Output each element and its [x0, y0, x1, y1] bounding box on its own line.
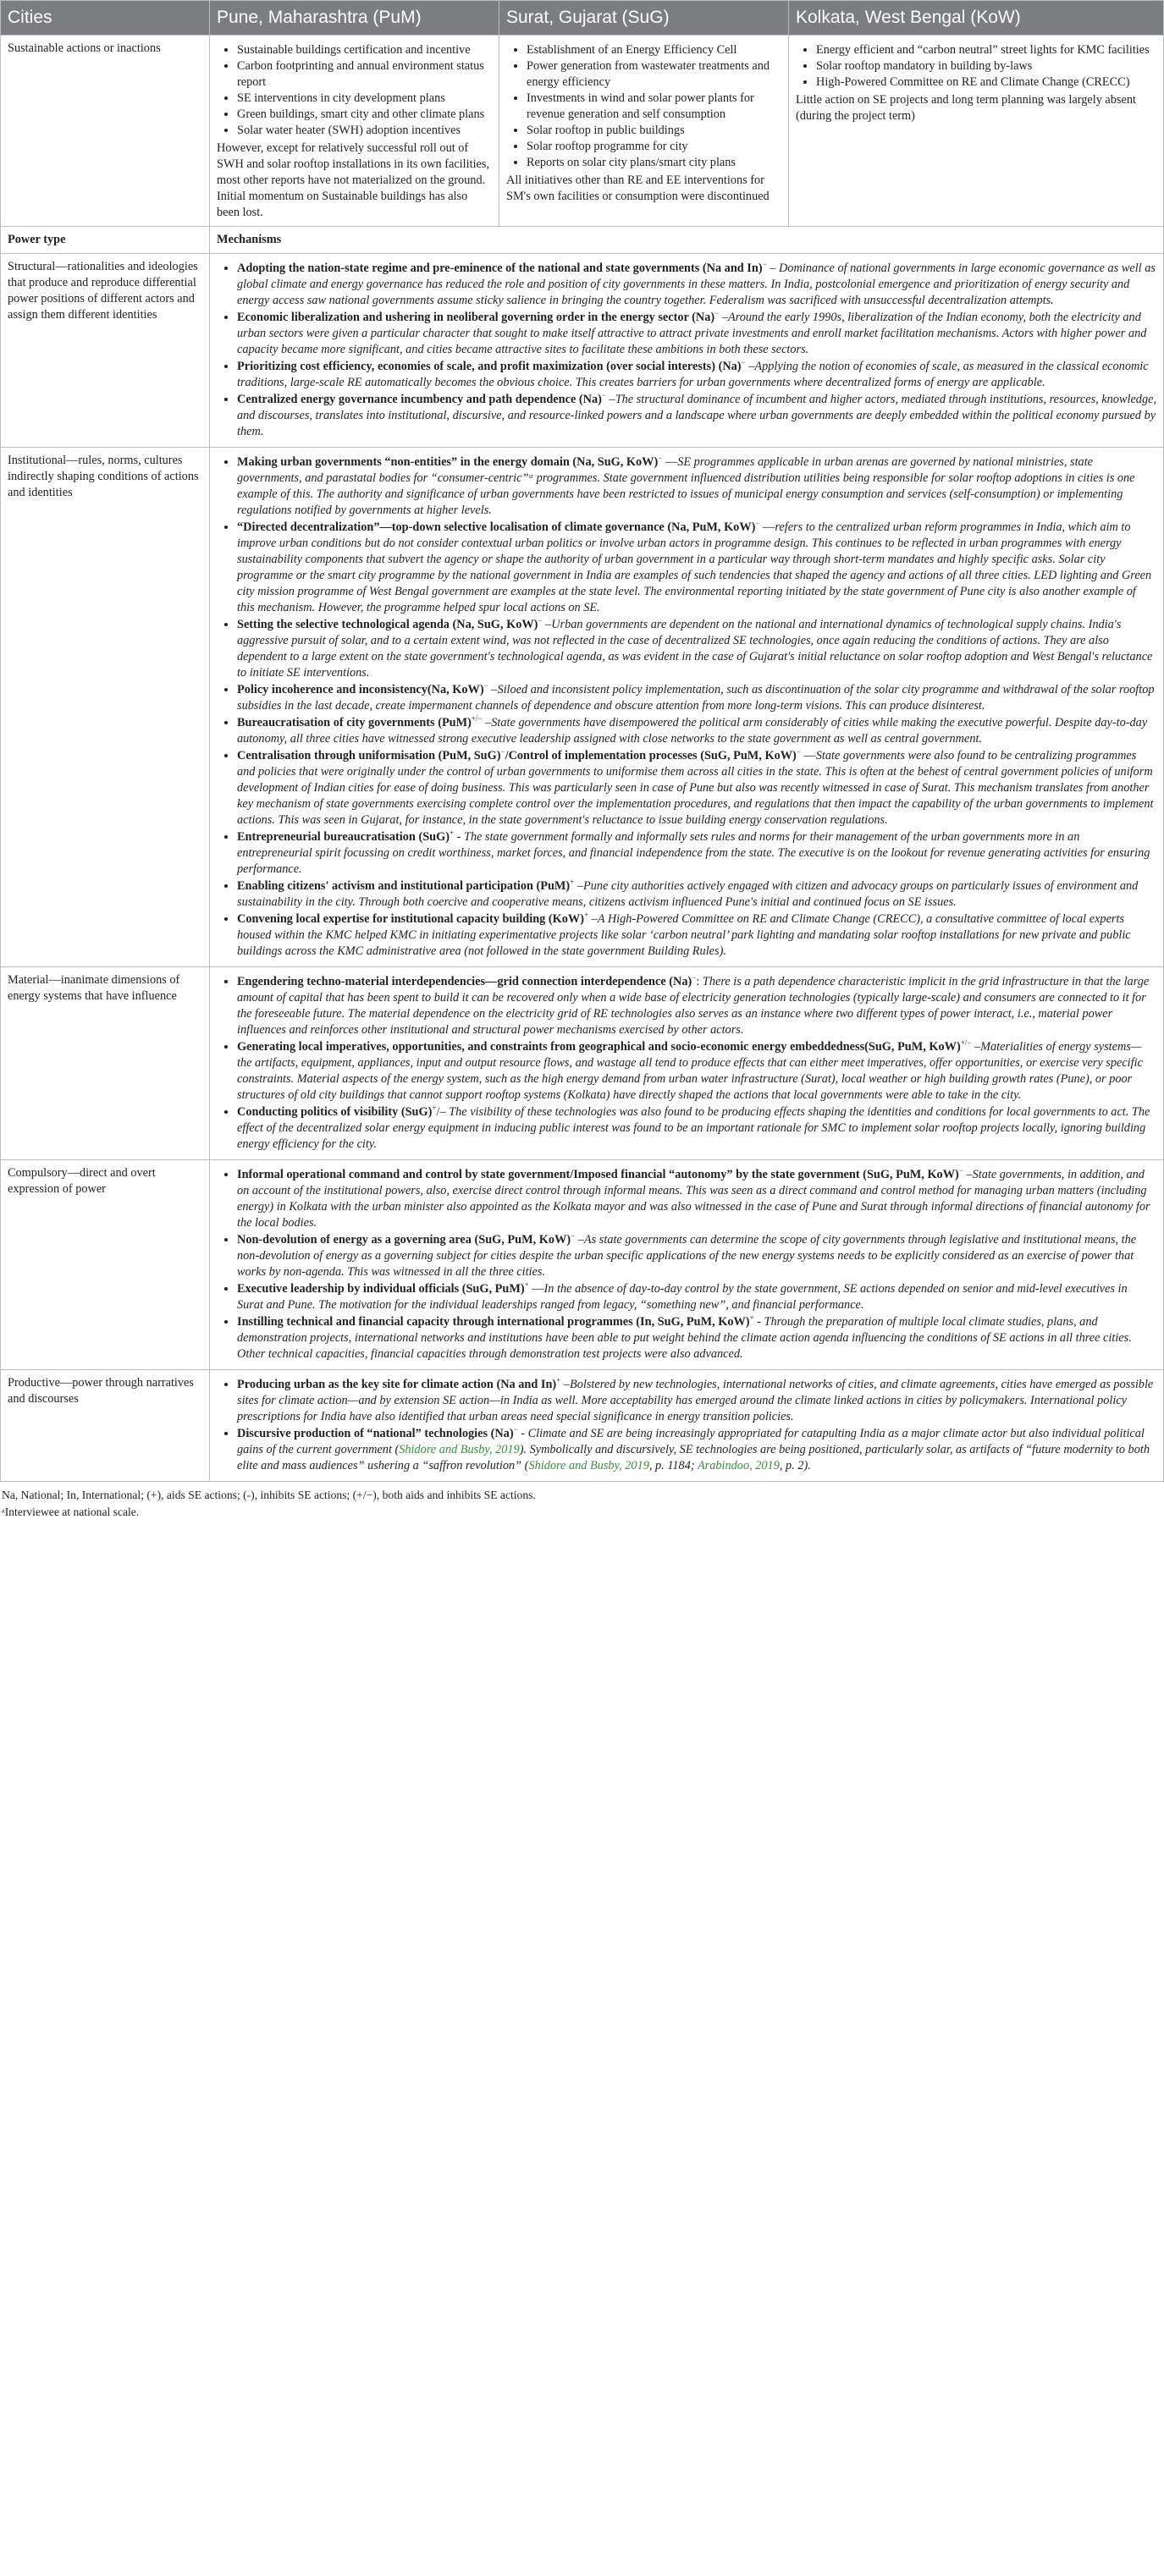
- header-pune: Pune, Maharashtra (PuM): [210, 1, 499, 36]
- abbreviation-note: Na, National; In, International; (+), aids SE actions; (-), inhibits SE actions; (+/−), both aids and inhibits SE actions.: [2, 1488, 536, 1501]
- list-item: • Establishment of an Energy Efficiency Cell: [527, 42, 781, 58]
- effect-sign: −: [513, 1425, 518, 1434]
- kolkata-note: Little action on SE projects and long term planning was largely absent (during the project term): [796, 92, 1136, 123]
- effect-sign: −: [755, 519, 760, 528]
- mechanism-item: [237, 310, 1156, 358]
- power-type-label: Power type: [1, 226, 210, 253]
- mechanism-item: [237, 359, 1156, 391]
- effect-sign: −: [483, 681, 488, 691]
- mechanism-description: Applying the notion of economies of scale, as measured in the classical economic traditions, large-scale RE automatically becomes the obvious choice. This creates barriers for urban governments where decentralized forms of energy are applicable.: [237, 359, 1149, 389]
- mechanism-description: Dominance of national governments in large economic governance as well as global climate and energy governance has reduced the role and position of city governments in these matters. In India, postcolonial emergence and prioritization of energy security and energy access saw national governments assume sticky salience in bringing the country together. Federalism was sacrificed with unsuccessful decentralization attempts.: [237, 261, 1156, 307]
- separator: –: [482, 715, 492, 729]
- mechanism-title: Producing urban as the key site for climate action (Na and In): [237, 1377, 557, 1391]
- mechanism-item: [237, 1426, 1156, 1474]
- mechanism-title: Executive leadership by individual officials (SuG, PuM): [237, 1281, 525, 1296]
- effect-sign: +/−: [471, 714, 483, 724]
- power-type-name: Productive—power through narratives and discourses: [1, 1369, 210, 1481]
- power-type-row: [1, 1369, 1164, 1481]
- separator: –: [575, 1232, 584, 1247]
- mechanism-description: There is a path dependence characteristic implicit in the grid infrastructure in that the large amount of capital that has been spent to build it can be recovered only when a wide base of electricity generation technologies (typically large-scale) and consumers are connected to it for the foreseeable future. The material dependence on the electricity grid of RE technologies also serves as an instance where two different types of power interact, i.e., material power influences and reinforces other institutional and structural power mechanisms exercised by other actors.: [237, 974, 1150, 1037]
- list-item: • High-Powered Committee on RE and Climate Change (CRECC): [816, 74, 1156, 91]
- list-item: • Power generation from wastewater treatments and energy efficiency: [527, 58, 781, 91]
- effect-sign: −: [714, 309, 720, 318]
- mechanisms-label: Mechanisms: [210, 226, 1164, 253]
- separator: –: [560, 1377, 570, 1391]
- mechanism-description: Bolstered by new technologies, international networks of cities, and climate agreements, cities have emerged as possible sites for climate action—and by extension SE action—in India as well. More acceptability has emerged around the climate linked actions in cities by policymakers. International policy prescriptions for India have also identified that urban areas need special significance in energy transition policies.: [237, 1377, 1154, 1423]
- citation-link: Arabindoo, 2019: [697, 1458, 780, 1472]
- effect-sign: −: [538, 616, 543, 625]
- mechanism-title: Informal operational command and control by state government/Imposed financial “autonomy” by the state government (SuG, PuM, KoW): [237, 1167, 959, 1181]
- mechanism-title: Prioritizing cost efficiency, economies of scale, and profit maximization (over social interests) (Na): [237, 359, 742, 373]
- mechanism-list: [217, 454, 1156, 960]
- mechanisms-cell: [210, 1159, 1164, 1369]
- effect-sign: −: [601, 391, 606, 400]
- mechanism-title: Bureaucratisation of city governments (PuM): [237, 715, 472, 729]
- mechanism-title: Non-devolution of energy as a governing area (SuG, PuM, KoW): [237, 1232, 571, 1247]
- mechanism-title: Economic liberalization and ushering in neoliberal governing order in the energy sector (Na): [237, 310, 715, 324]
- separator: –: [963, 1167, 973, 1181]
- mechanism-description: As state governments can determine the scope of city governments through legislative and institutional means, the non-devolution of energy as a governing subject for cities despite the urban specific applications of the new energy systems needs to be explicitly considered as an exercise of power that works by non-agenda. This was witnessed in all the three cities.: [237, 1232, 1137, 1279]
- separator: /–: [436, 1104, 450, 1119]
- mechanisms-cell: [210, 447, 1164, 966]
- mechanism-description: ). Symbolically and discursively, SE technologies are being positioned, particularly solar, as artifacts of “future modernity to both elite and mass audiences” ushering a “saffron revolution” (: [237, 1442, 1150, 1472]
- mechanism-list: [217, 1377, 1156, 1474]
- mechanism-list: [217, 1167, 1156, 1362]
- citation-link: Shidore and Busby, 2019: [528, 1458, 649, 1472]
- interviewee-note: ᵃInterviewee at national scale.: [2, 1505, 140, 1518]
- header-cities: Cities: [1, 1, 210, 36]
- mechanism-list: [217, 261, 1156, 440]
- mechanism-title: Engendering techno-material interdependencies—grid connection interdependence (Na): [237, 974, 692, 988]
- mechanism-description: State governments have disempowered the political arm considerably of cities while making the executive powerful. Despite day-to-day autonomy, all three cities have witnessed strong executive leadership assigned with close networks to the state government as well as central government.: [237, 715, 1148, 746]
- surat-action-list: [506, 42, 781, 171]
- separator: —: [662, 454, 678, 469]
- mechanism-item: [237, 1232, 1156, 1280]
- mechanism-description: Through the preparation of multiple local climate studies, plans, and demonstration projects, international networks and institutions have been able to put weight behind the climate action agenda influencing the conditions of SE actions in all three cities. Other technical capacities, financial capacities through demonstration test projects were also advanced.: [237, 1314, 1132, 1361]
- mechanism-item: [237, 974, 1156, 1038]
- power-type-row: [1, 253, 1164, 447]
- mechanism-item: [237, 1104, 1156, 1153]
- mechanisms-cell: [210, 966, 1164, 1159]
- separator: –: [488, 682, 498, 696]
- table-header-row: [1, 1, 1164, 36]
- mechanism-title: “Directed decentralization”—top-down selective localisation of climate governance (Na, PuM, KoW): [237, 520, 756, 534]
- mechanism-title: Instilling technical and financial capacity through international programmes (In, SuG, PuM, KoW): [237, 1314, 750, 1329]
- mechanism-item: [237, 617, 1156, 681]
- power-type-header-row: [1, 226, 1164, 253]
- header-surat: Surat, Gujarat (SuG): [499, 1, 789, 36]
- power-type-name: Structural—rationalities and ideologies that produce and reproduce differential power positions of different actors and assign them different identities: [1, 253, 210, 447]
- effect-sign: −: [658, 454, 663, 463]
- power-rows: [1, 253, 1164, 1481]
- separator: –: [588, 911, 598, 926]
- separator: –: [542, 617, 552, 631]
- list-item: • Investments in wind and solar power plants for revenue generation and self consumption: [527, 91, 781, 123]
- mechanism-description: The visibility of these technologies was also found to be producing effects shaping the identities and conditions for local governments to act. The effect of the decentralized solar energy equipment in inducing public interest was found to be an important rationale for SMC to implement solar rooftop projects locally, ignoring building energy efficiency for the city.: [237, 1104, 1150, 1151]
- separator: —: [528, 1281, 544, 1296]
- mechanism-description: refers to the centralized urban reform programmes in India, which aim to improve urban conditions but do not consider contextual urban politics or involve urban actors in programme design. This continues to be reflected in urban programmes with energy sustainability components that subvert the agency or shape the authority of urban government in a particular way through short-term mandates and highly specific asks. Solar city programme or the smart city programme by the national government in India are examples of such tendencies that shaped the agency and actions of all three cities. LED lighting and Green city mission programme of West Bengal government are examples at the state level. The environmental reporting initiated by the state government of Pune city is also another example of this mechanism. However, the programme helped spur local actions on SE.: [237, 520, 1152, 614]
- effect-sign: −: [692, 973, 697, 983]
- effect-sign: +: [450, 828, 455, 838]
- separator: –: [971, 1039, 981, 1054]
- surat-cell: [499, 35, 789, 226]
- mechanism-item: [237, 520, 1156, 616]
- separator: –: [605, 392, 615, 406]
- mechanism-item: [237, 1167, 1156, 1231]
- list-item: • Carbon footprinting and annual environment status report: [237, 58, 492, 91]
- mechanism-title: Enabling citizens' activism and institutional participation (PuM): [237, 878, 571, 893]
- effect-sign: +: [524, 1280, 529, 1290]
- mechanism-item: [237, 1039, 1156, 1104]
- mechanism-description: SE programmes applicable in urban arenas are governed by national ministries, state governments, and parastatal bodies for “consumer-centric”ᵃ programmes. State government influenced distribution utilities being responsible for solar rooftop adoptions in cities is one example of this. The authority and significance of urban governments have been restricted to issues of municipal energy consumption and services (self-consumption) or implementing regulations notified by governments at higher levels.: [237, 454, 1135, 517]
- list-item: • Reports on solar city plans/smart city plans: [527, 155, 781, 171]
- mechanism-description: Urban governments are dependent on the national and international dynamics of technological supply chains. India's aggressive pursuit of solar, and to a certain extent wind, was not reflected in the case of decentralized SE technologies, once again reducing the conditions of actions. They are also dependent to a large extent on the state government's technological agenda, as was evident in the case of Gujarat's initial reluctance on solar rooftop adoption and West Bengal's reluctance to initiate SE interventions.: [237, 617, 1153, 680]
- effect-sign: −: [958, 1166, 963, 1175]
- list-item: • Solar rooftop in public buildings: [527, 123, 781, 139]
- mechanism-description: Siloed and inconsistent policy implementation, such as discontinuation of the solar city programme and withdrawal of the solar rooftop subsidies in the last decade, create impermanent channels of dependence and obscure attention from more long-term visions. This can produce disinterest.: [237, 682, 1155, 713]
- power-type-name: Institutional—rules, norms, cultures indirectly shaping conditions of actions and identities: [1, 447, 210, 966]
- mechanism-title: Centralized energy governance incumbency and path dependence (Na): [237, 392, 602, 406]
- list-item: • Green buildings, smart city and other climate plans: [237, 107, 492, 123]
- list-item: • Sustainable buildings certification and incentive: [237, 42, 492, 58]
- list-item: • Solar rooftop mandatory in building by-laws: [816, 58, 1156, 74]
- mechanism-item: [237, 1314, 1156, 1362]
- effect-sign: +: [432, 1104, 437, 1113]
- power-type-row: [1, 1159, 1164, 1369]
- mechanism-title: Discursive production of “national” technologies (Na): [237, 1426, 514, 1440]
- mechanism-description: State governments were also found to be centralizing programmes and policies that were originally under the control of urban governments to uniformise them across all cities in the state. This is often at the behest of central government policies of uniform development of Indian cities for ease of doing business. This was particularly seen in case of Pune but also was recently witnessed in case of Surat. This mechanism translates from another key mechanism of state governments exercising complete control over the implementation procedures, and regulations that then impact the capability of the urban governments to implement actions. This was seen in Gujarat, for instance, in the state government's reluctance to issue building energy conservation regulations.: [237, 748, 1154, 827]
- mechanism-description: The state government formally and informally sets rules and norms for their management of the urban governments more in an entrepreneurial spirit focussing on credit worthiness, market forces, and financial independence from the state. The executive is on the lookout for revenue generating activities for ensuring performance.: [237, 829, 1150, 876]
- table-footnotes: [0, 1482, 1164, 1520]
- mechanism-title: Policy incoherence and inconsistency(Na, KoW): [237, 682, 484, 696]
- list-item: • Energy efficient and “carbon neutral” street lights for KMC facilities: [816, 42, 1156, 58]
- mechanism-item: [237, 878, 1156, 911]
- mechanism-description: The structural dominance of incumbent and higher actors, mediated through institutions, resources, knowledge, and discourses, translates into institutional, discursive, and resource-linked powers and a landscape where urban governments are deeply embedded within the political economy pursued by them.: [237, 392, 1157, 438]
- effect-sign: −: [500, 747, 505, 757]
- mechanism-item: [237, 748, 1156, 828]
- mechanism-description: State governments, in addition, and on account of the institutional powers, also, exercise direct control through informal means. This was seen as a direct command and control method for managing urban matters (including energy) in Kolkata with the urban minister also appointed as the Kolkata mayor and was also witnessed in the case of Pune and Surat through informal directions of financial autonomy for the local bodies.: [237, 1167, 1150, 1230]
- separator: —: [759, 520, 775, 534]
- separator: —: [800, 748, 816, 762]
- mechanism-title: Adopting the nation-state regime and pre-eminence of the national and state governments (Na and In): [237, 261, 763, 275]
- separator: -: [517, 1426, 528, 1440]
- list-item: • SE interventions in city development plans: [237, 91, 492, 107]
- kolkata-action-list: [796, 42, 1156, 91]
- list-item: • Solar rooftop programme for city: [527, 139, 781, 155]
- separator: –: [574, 878, 584, 893]
- mechanism-item: [237, 392, 1156, 440]
- power-type-row: [1, 447, 1164, 966]
- effect-sign: +: [556, 1376, 561, 1385]
- mechanism-item: [237, 829, 1156, 878]
- mechanism-description: In the absence of day-to-day control by the state government, SE actions depended on senior and mid-level executives in Surat and Pune. The motivation for the individual leaderships ranged from legacy, “something new”, and financial performance.: [237, 1281, 1128, 1312]
- mechanism-title: /Control of implementation processes (SuG, PuM, KoW): [505, 748, 797, 762]
- row-label: Sustainable actions or inactions: [1, 35, 210, 226]
- mechanism-item: [237, 261, 1156, 309]
- mechanism-list: [217, 974, 1156, 1153]
- mechanism-description: Materialities of energy systems—the artifacts, equipment, appliances, input and output resource flows, and wastage all tend to produce effects that can either meet imperatives, offer opportunities, or exercise very specific constraints. Material aspects of the energy system, such as the high energy demand from urban water infrastructure (Surat), local weather or high building growth rates (Pune), or poor structures of old city buildings that cannot support rooftop systems (Kolkata) have directly shaped the actions that local governments were able to take in the city.: [237, 1039, 1143, 1102]
- mechanism-item: [237, 682, 1156, 714]
- mechanism-title: Setting the selective technological agenda (Na, SuG, KoW): [237, 617, 538, 631]
- effect-sign: −: [762, 260, 767, 269]
- mechanism-title: Convening local expertise for institutional capacity building (KoW): [237, 911, 584, 926]
- mechanism-description: Around the early 1990s, liberalization of the Indian economy, both the electricity and urban sectors were given a particular character that sought to make itself attractive to attract private investments and enroll market facilitation mechanisms. Actors with higher power and capacity became more significant, and cities became attractive sites to facilitate these ambitions in both these sectors.: [237, 310, 1147, 356]
- mechanism-title: Generating local imperatives, opportunities, and constraints from geographical and socio-economic energy embeddedness(SuG, PuM, KoW): [237, 1039, 961, 1054]
- effect-sign: −: [741, 358, 746, 367]
- power-type-name: Material—inanimate dimensions of energy systems that have influence: [1, 966, 210, 1159]
- kolkata-cell: [789, 35, 1164, 226]
- list-item: • Solar water heater (SWH) adoption incentives: [237, 123, 492, 139]
- mechanism-title: Conducting politics of visibility (SuG): [237, 1104, 433, 1119]
- mechanism-item: [237, 1281, 1156, 1313]
- mechanism-item: [237, 911, 1156, 960]
- citation-link: Shidore and Busby, 2019: [399, 1442, 520, 1456]
- mechanism-item: [237, 1377, 1156, 1425]
- mechanism-title: Making urban governments “non-entities” in the energy domain (Na, SuG, KoW): [237, 454, 659, 469]
- mechanism-description: , p. 2).: [779, 1458, 811, 1472]
- mechanisms-cell: [210, 253, 1164, 447]
- mechanism-description: A High-Powered Committee on RE and Climate Change (CRECC), a consultative committee of local experts housed within the KMC helped KMC in initiating experimentative projects like solar ‘carbon neutral’ park lighting and mandating solar rooftop installations for new private and public buildings across the KMC administrative area (not followed in the state government Building Rules).: [237, 911, 1131, 958]
- mechanisms-cell: [210, 1369, 1164, 1481]
- effect-sign: −: [571, 1231, 576, 1241]
- power-type-row: [1, 966, 1164, 1159]
- effect-sign: +: [749, 1313, 754, 1323]
- mechanism-item: [237, 454, 1156, 519]
- header-kolkata: Kolkata, West Bengal (KoW): [789, 1, 1164, 36]
- separator: –: [745, 359, 755, 373]
- sustainable-actions-row: [1, 35, 1164, 226]
- separator: –: [719, 310, 728, 324]
- mechanism-title: Entrepreneurial bureaucratisation (SuG): [237, 829, 450, 844]
- pune-note: However, except for relatively successful roll out of SWH and solar rooftop installations in its own facilities, most other reports have not materialized on the ground. Initial momentum on Sustainable buildings has also been lost.: [217, 140, 490, 219]
- pune-action-list: [217, 42, 492, 139]
- separator: -: [454, 829, 464, 844]
- power-type-name: Compulsory—direct and overt expression of power: [1, 1159, 210, 1369]
- surat-note: All initiatives other than RE and EE interventions for SM's own facilities or consumption were discontinued: [506, 173, 770, 203]
- effect-sign: +: [570, 878, 575, 887]
- effect-sign: +/−: [960, 1038, 972, 1048]
- effect-sign: −: [796, 747, 801, 757]
- pune-cell: [210, 35, 499, 226]
- mechanism-description: , p. 1184;: [648, 1458, 698, 1472]
- separator: –: [766, 261, 779, 275]
- separator: :: [696, 974, 703, 988]
- mechanism-item: [237, 715, 1156, 747]
- mechanism-description: Climate and SE are being increasingly appropriated for catapulting India as a major climate actor but also individual political gains of the current government (: [237, 1426, 1145, 1456]
- effect-sign: +: [584, 911, 589, 920]
- mechanism-description: Pune city authorities actively engaged with citizen and advocacy groups on particularly issues of environment and sustainability in the city. Through both coercive and cooperative means, citizens activism influenced Pune's initial and continued focus on SE issues.: [237, 878, 1139, 909]
- separator: -: [753, 1314, 764, 1329]
- mechanism-title: Centralisation through uniformisation (PuM, SuG): [237, 748, 501, 762]
